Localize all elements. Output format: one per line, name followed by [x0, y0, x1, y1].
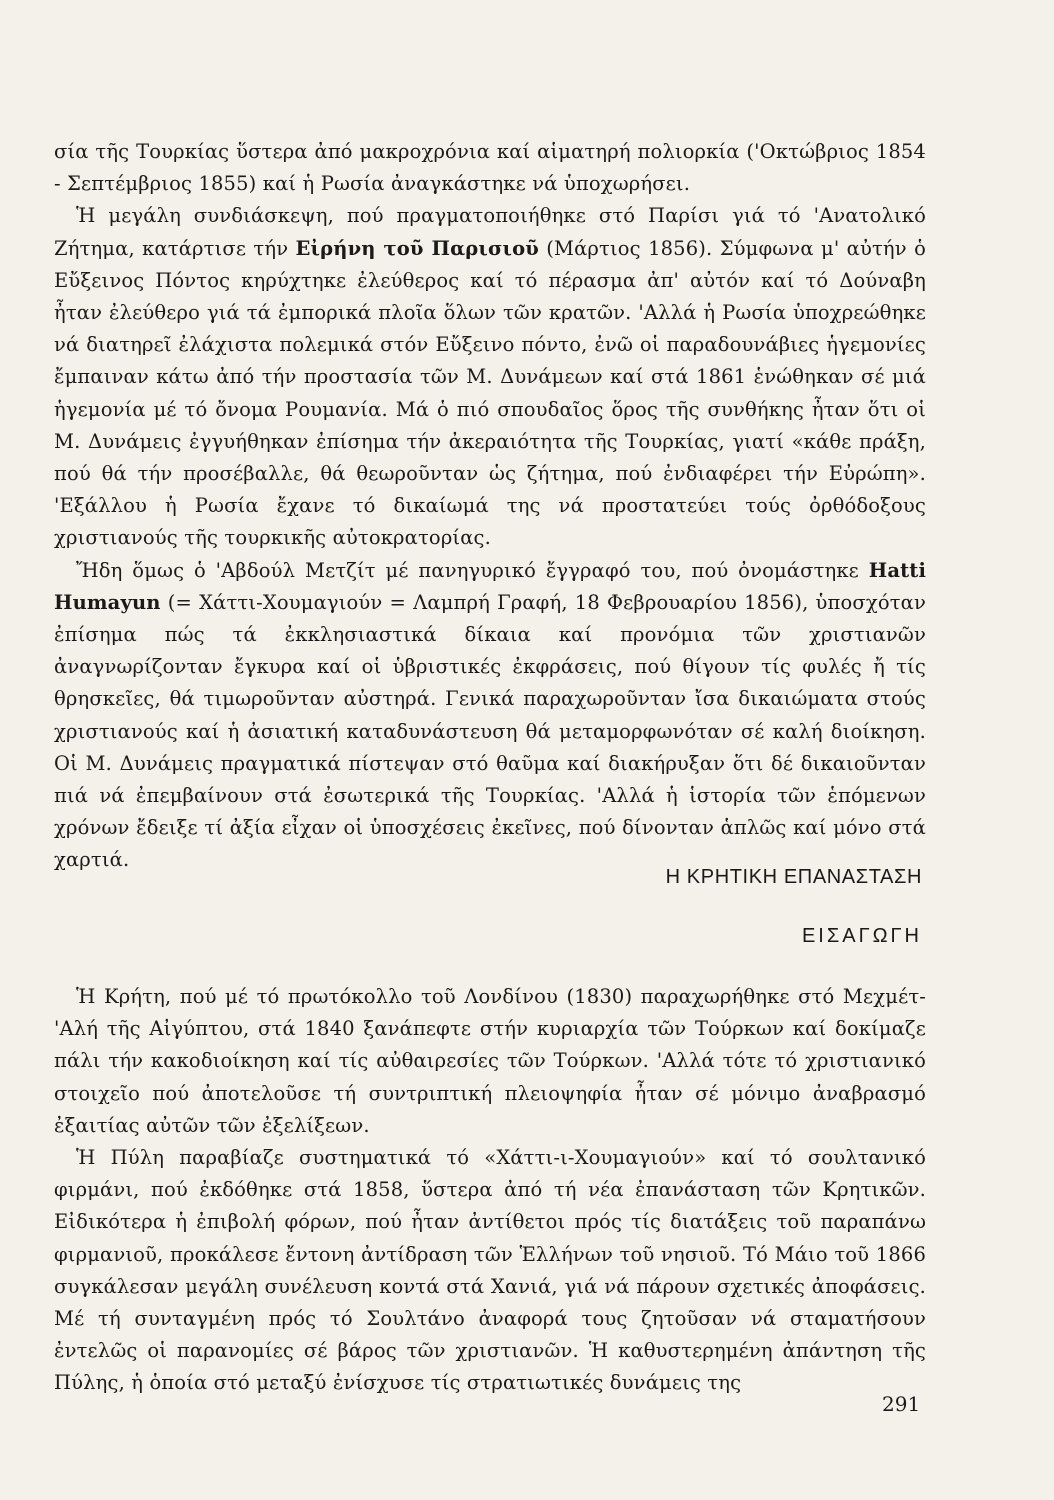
- paragraph: [54, 200, 926, 554]
- paragraph: [54, 1142, 926, 1400]
- text-span: (Μάρτιος 1856). Σύμφωνα μ' αὐτήν ὁ Εὔξεινος Πόντος κηρύχτηκε ἐλεύθερος καί τό πέρασμα ἀπ' αὐτόν καί τό Δούναβη ἦταν ἐλεύθερο γιά τά ἐμπορικά πλοῖα ὅλων τῶν κρατῶν. 'Αλλά ἡ Ρωσία ὑποχρεώθηκε νά διατηρεῖ ἐλάχιστα πολεμικά στόν Εὔξεινο πόντο, ἐνῶ οἱ παραδουνάβιες ἡγεμονίες ἔμπαιναν κάτω ἀπό τήν προστασία τῶν Μ. Δυνάμεων καί στά 1861 ἑνώθηκαν σέ μιά ἡγεμονία μέ τό ὄνομα Ρουμανία. Μά ὁ πιό σπουδαῖος ὅρος τῆς συνθήκης ἦταν ὅτι οἱ Μ. Δυνάμεις ἐγγυήθηκαν ἐπίσημα τήν ἀκεραιότητα τῆς Τουρκίας, γιατί «κάθε πράξη, πού θά τήν προσέβαλλε, θά θεωροῦνταν ὡς ζήτημα, πού ἐνδιαφέρει τήν Εὐρώπη». 'Εξάλλου ἡ Ρωσία ἔχανε τό δικαίωμά της νά προστατεύει τούς ὀρθόδοξους χριστιανούς τῆς τουρκικῆς αὐτοκρατορίας.: [54, 236, 926, 550]
- bold-term: Hatti Humayun: [54, 558, 926, 614]
- text-span: (= Χάττι-Χουμαγιούν = Λαμπρή Γραφή, 18 Φεβρουαρίου 1856), ὑποσχόταν ἐπίσημα πώς τά ἐκκλησιαστικά δίκαια καί προνόμια τῶν χριστιανῶν ἀναγνωρίζονταν ἔγκυρα καί οἱ ὑβριστικές ἐκφράσεις, πού θίγουν τίς φυλές ἤ τίς θρησκεῖες, θά τιμωροῦνταν αὐστηρά. Γενικά παραχωροῦνταν ἴσα δικαιώματα στούς χριστιανούς καί ἡ ἀσιατική καταδυνάστευση θά μεταμορφωνόταν σέ καλή διοίκηση. Οἱ Μ. Δυνάμεις πραγματικά πίστεψαν στό θαῦμα καί διακήρυξαν ὅτι δέ δικαιοῦνταν πιά νά ἐπεμβαίνουν στά ἐσωτερικά τῆς Τουρκίας. 'Αλλά ἡ ἱστορία τῶν ἑπόμενων χρόνων ἔδειξε τί ἀξία εἶχαν οἱ ὑποσχέσεις ἐκεῖνες, πού δίνονταν ἁπλῶς καί μόνο στά χαρτιά.: [54, 590, 926, 872]
- text-span: Ἡ Πύλη παραβίαζε συστηματικά τό «Χάττι-ι-Χουμαγιούν» καί τό σουλτανικό φιρμάνι, πού ἐκδόθηκε στά 1858, ὕστερα ἀπό τή νέα ἐπανάσταση τῶν Κρητικῶν. Εἰδικότερα ἡ ἐπιβολή φόρων, πού ἦταν ἀντίθετοι πρός τίς διατάξεις τοῦ παραπάνω φιρμανιοῦ, προκάλεσε ἔντονη ἀντίδραση τῶν Ἑλλήνων τοῦ νησιοῦ. Τό Μάιο τοῦ 1866 συγκάλεσαν μεγάλη συνέλευση κοντά στά Χανιά, γιά νά πάρουν σχετικές ἀποφάσεις. Μέ τή συνταγμένη πρός τό Σουλτάνο ἀναφορά τους ζητοῦσαν νά σταματήσουν ἐντελῶς οἱ παρανομίες σέ βάρος τῶν χριστιανῶν. Ἡ καθυστερημένη ἀπάντηση τῆς Πύλης, ἡ ὁποία στό μεταξύ ἐνίσχυσε τίς στρατιωτικές δυνάμεις της: [54, 1146, 926, 1395]
- paragraph: [54, 555, 926, 877]
- paragraph: [54, 981, 926, 1142]
- text-block-lower: [54, 981, 926, 1400]
- paragraph: [54, 136, 926, 200]
- text-span: Ἡ Κρήτη, πού μέ τό πρωτόκολλο τοῦ Λονδίνου (1830) παραχωρήθηκε στό Μεχμέτ-'Αλή τῆς Αἰγύπτου, στά 1840 ξανάπεφτε στήν κυριαρχία τῶν Τούρκων καί δοκίμαζε πάλι τήν κακοδιοίκηση καί τίς αὐθαιρεσίες τῶν Τούρκων. 'Αλλά τότε τό χριστιανικό στοιχεῖο πού ἀποτελοῦσε τή συντριπτική πλειοψηφία ἦταν σέ μόνιμο ἀναβρασμό ἐξαιτίας αὐτῶν τῶν ἐξελίξεων.: [54, 985, 926, 1137]
- text-span: Ἡ μεγάλη συνδιάσκεψη, πού πραγματοποιήθηκε στό Παρίσι γιά τό 'Ανατολικό Ζήτημα, κατάρτισε τήν: [54, 204, 926, 260]
- text-span: σία τῆς Τουρκίας ὕστερα ἀπό μακροχρόνια καί αἱματηρή πολιορκία ('Οκτώβριος 1854 - Σεπτέμβριος 1855) καί ἡ Ρωσία ἀναγκάστηκε νά ὑποχωρήσει.: [54, 140, 926, 196]
- text-span: Ἤδη ὅμως ὁ 'Αβδούλ Μετζίτ μέ πανηγυρικό ἔγγραφό του, πού ὀνομάστηκε: [76, 558, 869, 582]
- section-title: Η ΚΡΗΤΙΚΗ ΕΠΑΝΑΣΤΑΣΗ: [665, 866, 922, 888]
- bold-term: Εἰρήνη τοῦ Παρισιοῦ: [295, 236, 539, 260]
- text-block-upper: [54, 136, 926, 877]
- page-number: 291: [882, 1392, 921, 1416]
- section-subtitle: ΕΙΣΑΓΩΓΗ: [801, 925, 922, 947]
